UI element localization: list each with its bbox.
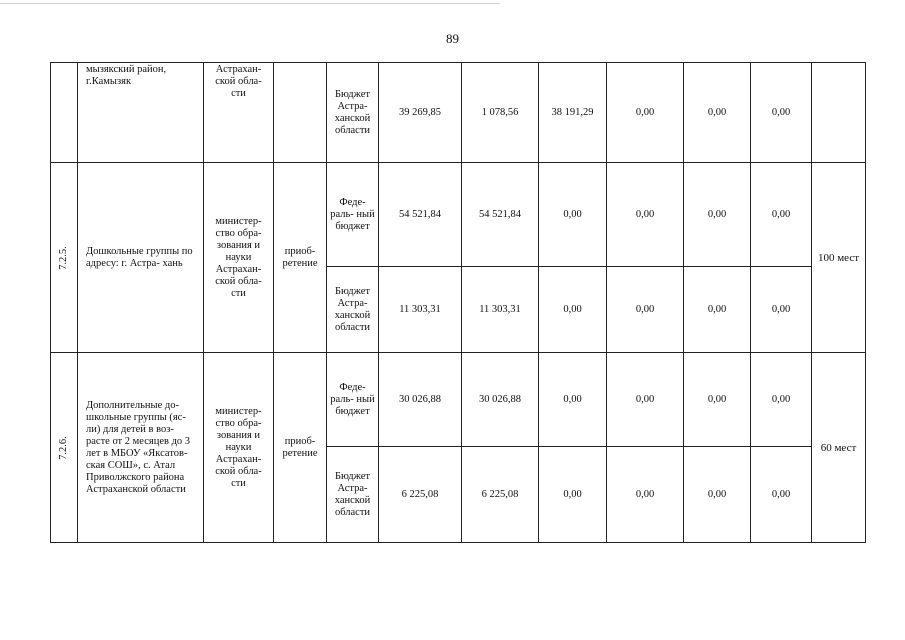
year-value: 0,00	[684, 447, 751, 543]
year-value: 0,00	[684, 267, 751, 353]
year-value: 0,00	[751, 353, 812, 447]
table-row	[51, 353, 866, 447]
object-name: мызякский район, г.Камызяк	[78, 63, 204, 163]
year-value: 0,00	[751, 63, 812, 163]
total-value: 39 269,85	[379, 63, 462, 163]
row-number: 7.2.6.	[51, 353, 78, 543]
funding-source: Феде- раль- ный бюджет	[327, 163, 379, 267]
work-type	[274, 63, 327, 163]
year-value: 0,00	[751, 163, 812, 267]
year-value: 0,00	[607, 447, 684, 543]
year-value: 0,00	[751, 447, 812, 543]
year-value: 54 521,84	[462, 163, 539, 267]
capacity: 100 мест	[812, 163, 866, 353]
table-row	[51, 63, 866, 163]
work-type: приоб- ретение	[274, 163, 327, 353]
year-value: 0,00	[539, 267, 607, 353]
year-value: 0,00	[539, 447, 607, 543]
scan-edge-line	[0, 3, 500, 4]
year-value: 0,00	[539, 163, 607, 267]
year-value: 11 303,31	[462, 267, 539, 353]
page-number: 89	[446, 31, 459, 46]
funding-source: Бюджет Астра- ханской области	[327, 447, 379, 543]
year-value: 0,00	[751, 267, 812, 353]
executor: министер- ство обра- зования и науки Астрахан- ской обла- сти	[204, 353, 274, 543]
funding-source: Феде- раль- ный бюджет	[327, 353, 379, 447]
year-value: 6 225,08	[462, 447, 539, 543]
row-number: 7.2.5.	[51, 163, 78, 353]
row-number	[51, 63, 78, 163]
executor: министер- ство обра- зования и науки Астрахан- ской обла- сти	[204, 163, 274, 353]
object-name: Дошкольные группы по адресу: г. Астра- хань	[78, 163, 204, 353]
capacity: 60 мест	[812, 353, 866, 543]
total-value: 11 303,31	[379, 267, 462, 353]
year-value: 0,00	[607, 163, 684, 267]
capacity	[812, 63, 866, 163]
year-value: 0,00	[539, 353, 607, 447]
total-value: 6 225,08	[379, 447, 462, 543]
funding-source: Бюджет Астра- ханской области	[327, 267, 379, 353]
total-value: 54 521,84	[379, 163, 462, 267]
program-table	[50, 62, 866, 543]
year-value: 0,00	[607, 353, 684, 447]
year-value: 0,00	[684, 353, 751, 447]
object-name: Дополнительные до- школьные группы (яс- ли) для детей в воз- расте от 2 месяцев до 3 лет в МБОУ «Яксатов- ская СОШ», с. Атал Приволжского района Астраханской области	[78, 353, 204, 543]
funding-source: Бюджет Астра- ханской области	[327, 63, 379, 163]
year-value: 0,00	[607, 267, 684, 353]
year-value: 0,00	[684, 163, 751, 267]
work-type: приоб- ретение	[274, 353, 327, 543]
year-value: 1 078,56	[462, 63, 539, 163]
executor: Астрахан- ской обла- сти	[204, 63, 274, 163]
year-value: 30 026,88	[462, 353, 539, 447]
table-row	[51, 163, 866, 267]
year-value: 0,00	[607, 63, 684, 163]
total-value: 30 026,88	[379, 353, 462, 447]
year-value: 0,00	[684, 63, 751, 163]
year-value: 38 191,29	[539, 63, 607, 163]
